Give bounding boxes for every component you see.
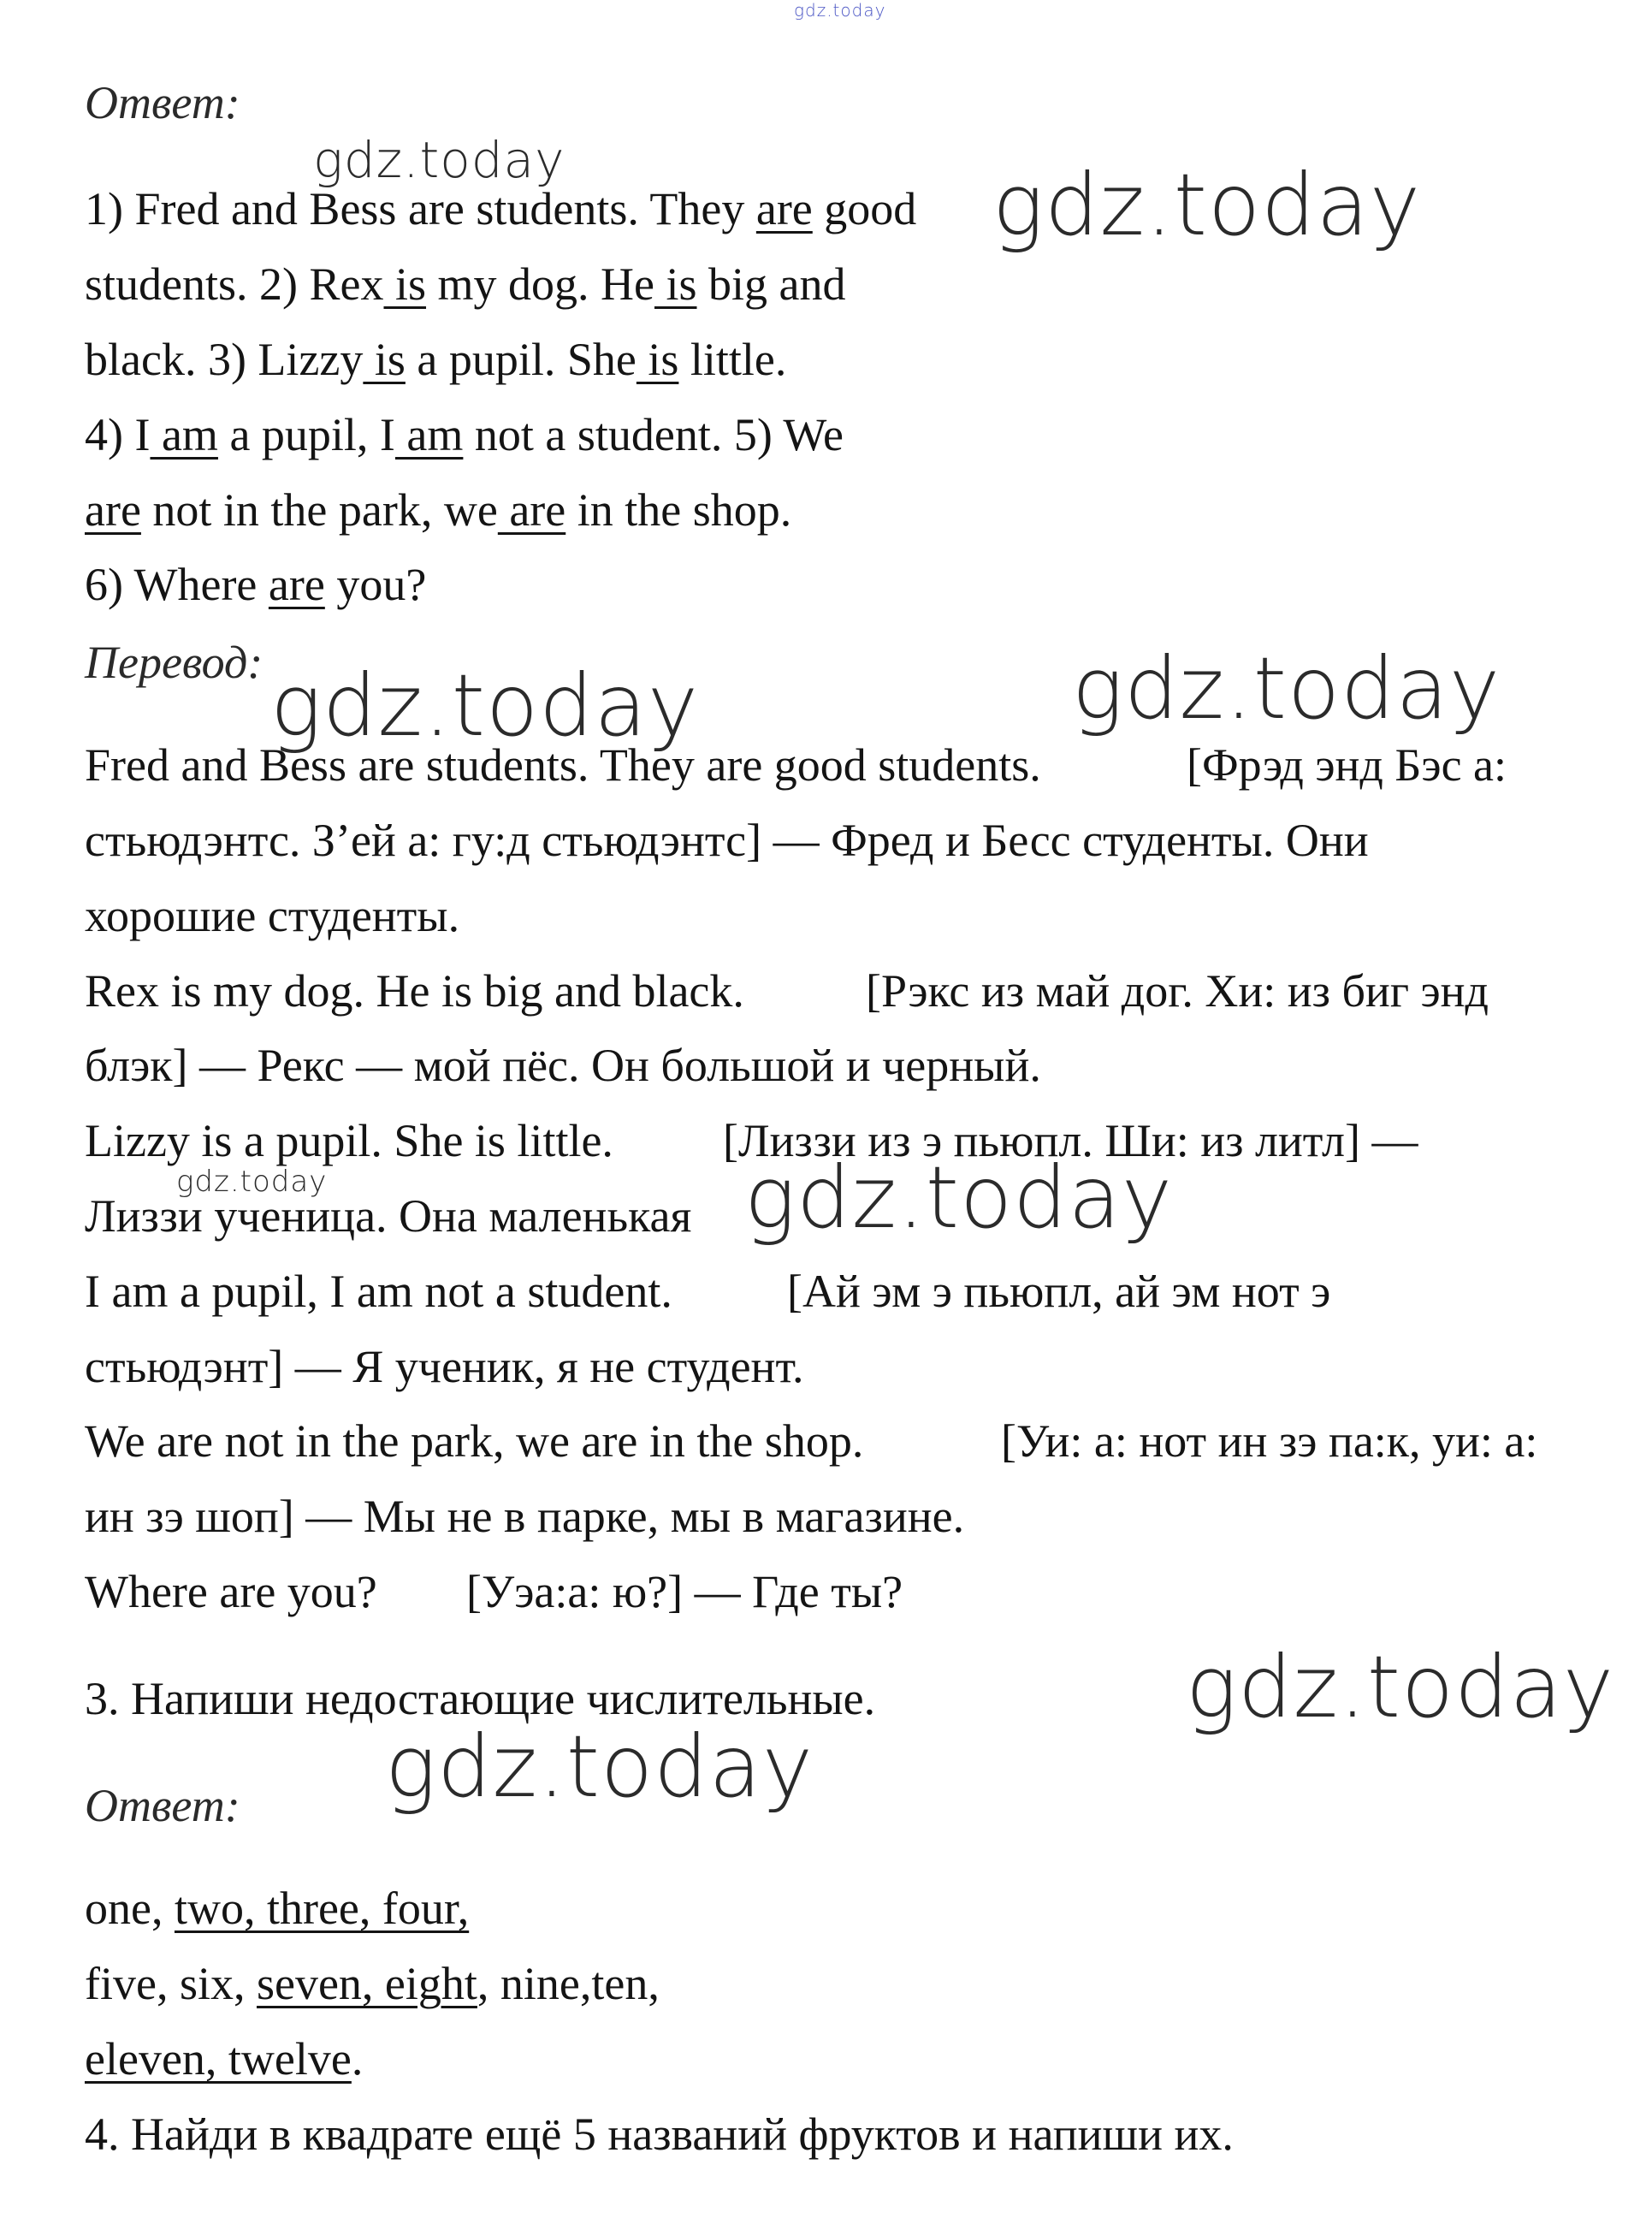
filled-word: are (755, 183, 813, 234)
exercise-4-task: 4. Найди в квадрате ещё 5 названий фруктов и напиши их. (85, 2108, 1234, 2160)
translation-english: We are not in the park, we are in the shop. (85, 1415, 864, 1467)
filled-word: is (363, 334, 406, 385)
watermark-top: gdz.today (794, 0, 886, 21)
answer-line: 1) Fred and Bess are students. They are good (85, 183, 917, 234)
answer-line: students. 2) Rex is my dog. He is big and (85, 258, 846, 310)
translation-english: Rex is my dog. He is big and black. (85, 965, 744, 1017)
translation-line: ин зэ шоп] — Мы не в парке, мы в магазине. (85, 1491, 965, 1542)
answer-line: black. 3) Lizzy is a pupil. She is little. (85, 334, 787, 385)
answer-label: Ответ: (85, 1780, 240, 1831)
translation-transcription: [Ай эм э пьюпл, ай эм нот э (787, 1266, 1331, 1317)
translation-transcription: [Уэа:а: ю?] — Где ты? (466, 1566, 903, 1617)
filled-word: are (268, 559, 325, 610)
translation-transcription: [Уи: а: нот ин зэ па:к, уи: а: (1001, 1415, 1538, 1467)
translation-label: Перевод: (85, 637, 263, 688)
filled-numbers: seven, eight (256, 1958, 477, 2009)
answer-line: 6) Where are you? (85, 559, 427, 610)
translation-transcription: [Лиззи из э пьюпл. Ши: из литл] — (723, 1115, 1418, 1166)
translation-english: Where are you? (85, 1566, 377, 1617)
translation-line: блэк] — Рекс — мой пёс. Он большой и черный. (85, 1040, 1041, 1091)
filled-word: is (383, 258, 427, 310)
translation-english: Fred and Bess are students. They are good students. (85, 739, 1041, 791)
answer-line: eleven, twelve. (85, 2033, 364, 2085)
translation-english: I am a pupil, I am not a student. (85, 1266, 672, 1317)
filled-word: is (636, 334, 679, 385)
filled-word: am (150, 409, 218, 460)
answer-line: 4) I am a pupil, I am not a student. 5) We (85, 409, 844, 460)
answer-line: five, six, seven, eight, nine,ten, (85, 1958, 660, 2009)
translation-english: Lizzy is a pupil. She is little. (85, 1115, 613, 1166)
translation-line: стьюдэнт] — Я ученик, я не студент. (85, 1341, 804, 1392)
translation-line: Лиззи ученица. Она маленькая (85, 1190, 692, 1242)
watermark: gdz.today (1072, 638, 1501, 738)
watermark: gdz.today (992, 155, 1422, 255)
filled-word: are (497, 484, 566, 536)
answer-line: are not in the park, we are in the shop. (85, 484, 792, 536)
watermark: gdz.today (1186, 1637, 1615, 1737)
watermark: gdz.today (313, 131, 565, 189)
translation-transcription: [Рэкс из май дог. Хи: из биг энд (866, 965, 1489, 1017)
filled-numbers: two, three, four, (174, 1883, 470, 1934)
filled-numbers: eleven, twelve (85, 2033, 352, 2085)
exercise-3-task: 3. Напиши недостающие числительные. (85, 1673, 876, 1724)
answer-label: Ответ: (85, 77, 240, 128)
translation-line: стьюдэнтс. З’ей а: гу:д стьюдэнтс] — Фред и Бесс студенты. Они (85, 815, 1369, 866)
watermark: gdz.today (385, 1717, 814, 1817)
translation-transcription: [Фрэд энд Бэс а: (1187, 739, 1507, 791)
answer-line: one, two, three, four, (85, 1883, 470, 1934)
translation-line: хорошие студенты. (85, 890, 460, 941)
watermark: gdz.today (744, 1148, 1174, 1248)
watermark: gdz.today (270, 655, 700, 756)
watermark: gdz.today (176, 1165, 328, 1199)
filled-word: are (85, 484, 141, 536)
filled-word: am (394, 409, 464, 460)
filled-word: is (654, 258, 697, 310)
